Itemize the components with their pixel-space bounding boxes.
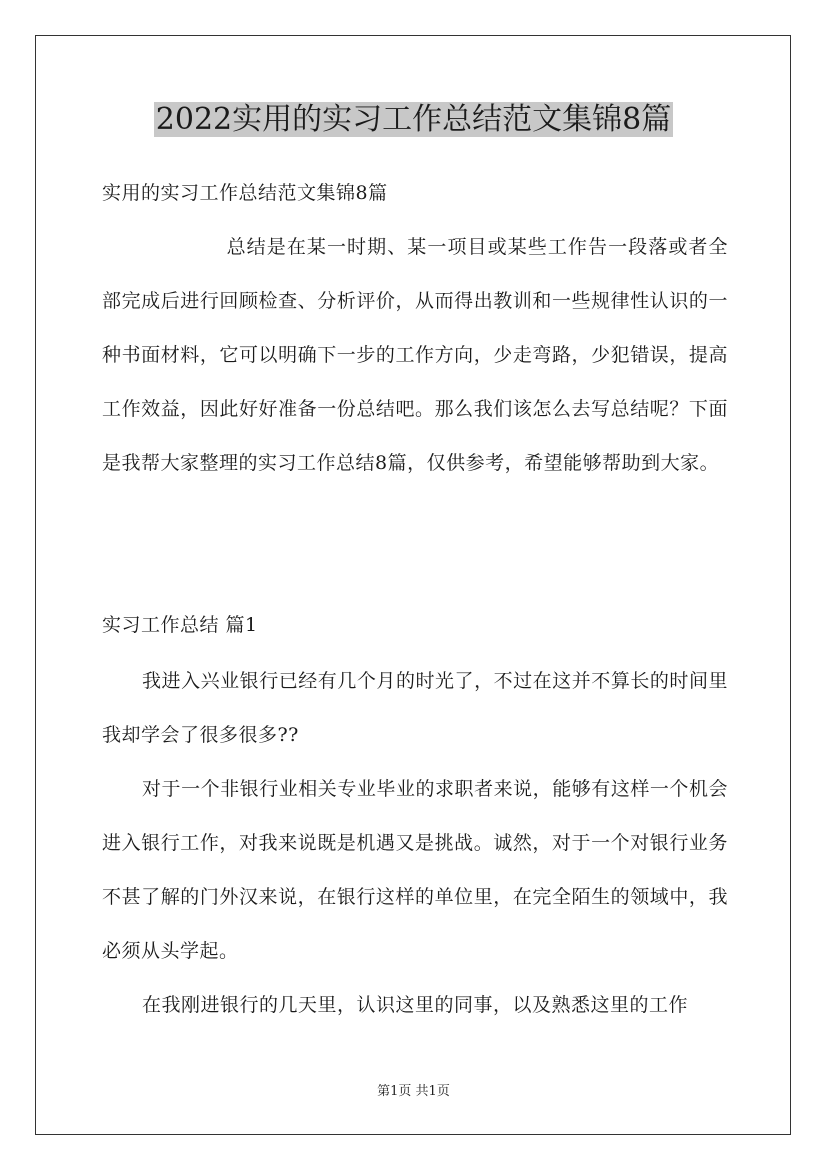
document-subtitle: 实用的实习工作总结范文集锦8篇 (102, 182, 388, 204)
intro-text: 总结是在某一时期、某一项目或某些工作告一段落或者全部完成后进行回顾检查、分析评价，从而得出教训和一些规律性认识的一种书面材料，它可以明确下一步的工作方向，少走弯路，少犯错误，提高工作效益，因此好好准备一份总结吧。那么我们该怎么去写总结呢？下面是我帮大家整理的实习工作总结8篇，仅供参考，希望能够帮助到大家。 (102, 236, 728, 474)
body-paragraph: 在我刚进银行的几天里，认识这里的同事，以及熟悉这里的工作 (142, 994, 689, 1016)
document-title: 2022实用的实习工作总结范文集锦8篇 (155, 102, 672, 137)
section-heading: 实习工作总结 篇1 (102, 614, 258, 636)
body-paragraph: 对于一个非银行业相关专业毕业的求职者来说，能够有这样一个机会进入银行工作，对我来说既是机遇又是挑战。诚然，对于一个对银行业务不甚了解的门外汉来说，在银行这样的单位里，在完全陌生的领域中，我必须从头学起。 (102, 778, 728, 962)
document-title-block (0, 98, 827, 142)
body-paragraph: 我进入兴业银行已经有几个月的时光了，不过在这并不算长的时间里我却学会了很多很多?? (102, 670, 728, 746)
intro-paragraph (102, 220, 728, 490)
page-footer: 第1页 共1页 (377, 1084, 450, 1099)
